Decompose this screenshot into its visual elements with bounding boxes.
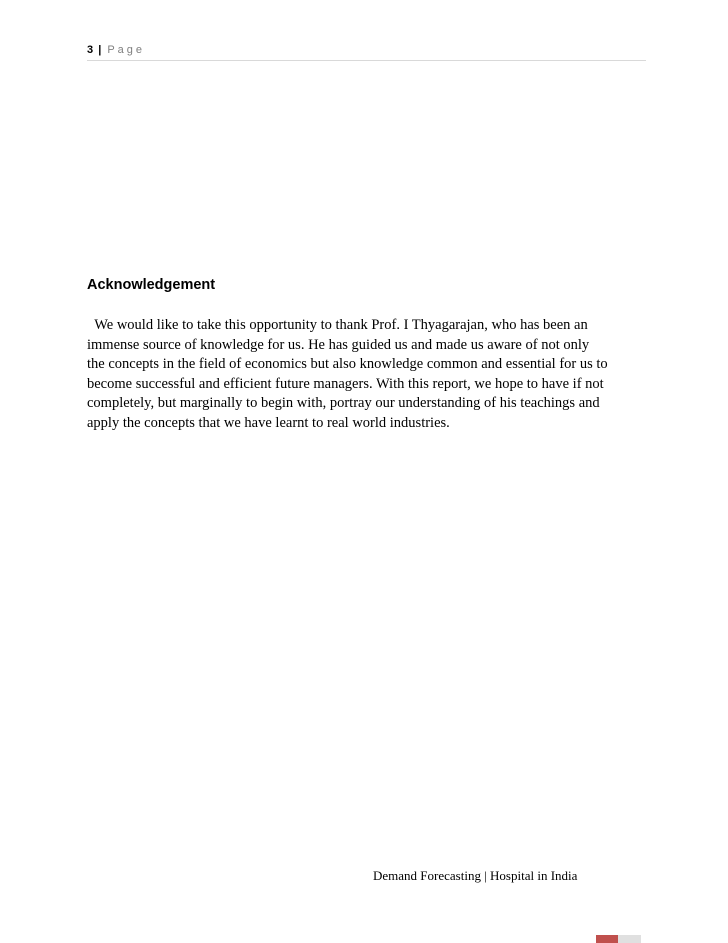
section-heading: Acknowledgement [87,277,216,293]
footer-accent-bar [596,935,618,943]
footer-secondary-bar [618,935,641,943]
page-label: Page [107,44,146,56]
page-header [87,41,646,61]
page-number: 3 [87,44,94,56]
footer-text: Demand Forecasting | Hospital in India [373,868,578,883]
header-separator: | [98,44,102,56]
acknowledgement-paragraph: We would like to take this opportunity to thank Prof. I Thyagarajan, who has been an immense source of knowledge for us. He has guided us and made us aware of not only the concepts in the field of economics but also knowledge common and essential for us to become successful and efficient future managers. With this report, we hope to have if not completely, but marginally to begin with, portray our understanding of his teachings and apply the concepts that we have learnt to real world industries. [87,317,608,431]
